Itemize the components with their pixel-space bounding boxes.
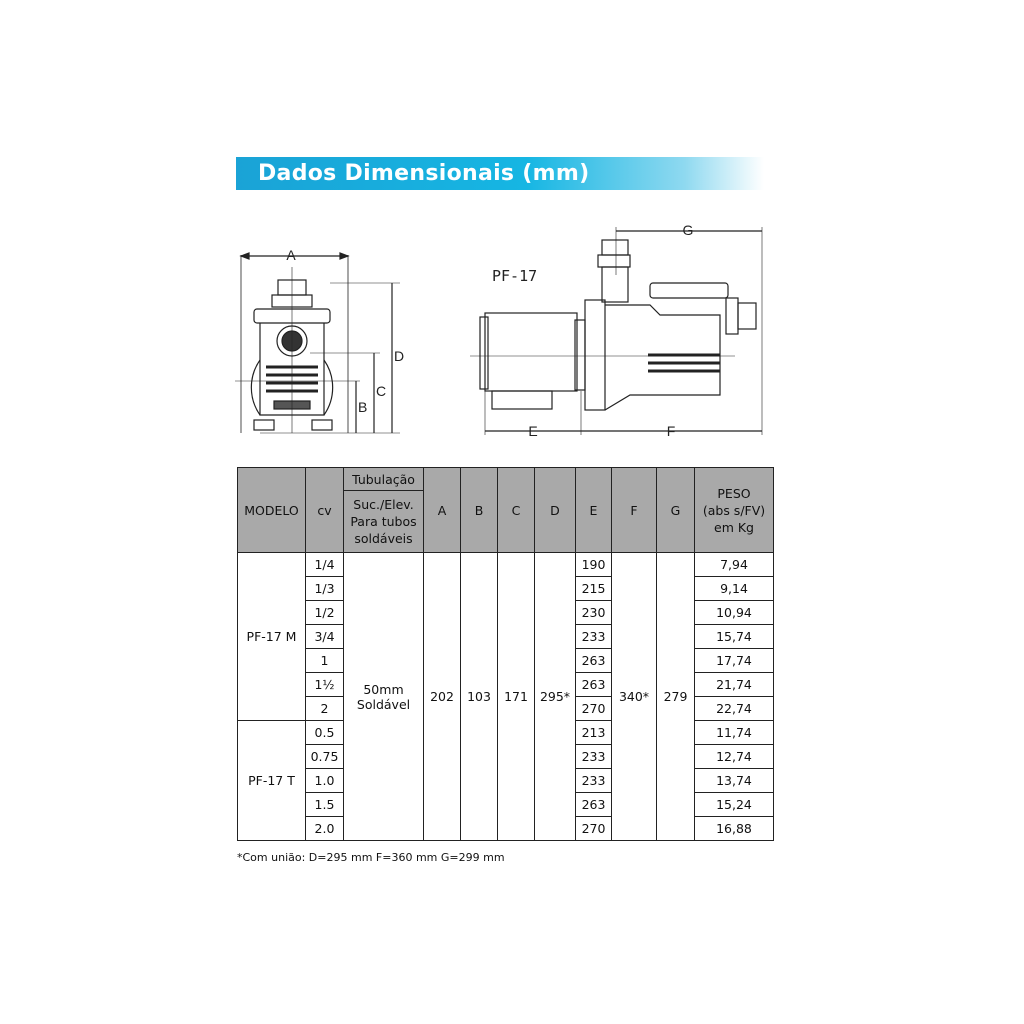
peso-cell: 13,74 xyxy=(695,769,774,793)
peso-cell: 15,24 xyxy=(695,793,774,817)
peso-cell: 11,74 xyxy=(695,721,774,745)
pump-front-view xyxy=(235,253,400,433)
dim-e-cell: 263 xyxy=(576,649,612,673)
tubulacao-line: Soldável xyxy=(356,696,411,712)
dimensions-table xyxy=(237,467,774,841)
header-f: F xyxy=(612,468,657,553)
cv-cell: 1.5 xyxy=(306,793,344,817)
header-peso xyxy=(695,468,774,553)
dim-f-cell: 340* xyxy=(612,553,657,841)
dim-b-cell: 103 xyxy=(461,553,498,841)
dim-label-e: E xyxy=(528,423,538,439)
dim-label-f: F xyxy=(666,423,676,439)
cv-cell: 1/3 xyxy=(306,577,344,601)
cv-cell: 0.5 xyxy=(306,721,344,745)
header-sub-line: Suc./Elev. xyxy=(353,497,414,512)
peso-cell: 17,74 xyxy=(695,649,774,673)
section-title-banner xyxy=(236,157,764,190)
cv-cell: 2 xyxy=(306,697,344,721)
peso-cell: 21,74 xyxy=(695,673,774,697)
header-d: D xyxy=(535,468,576,553)
tubulacao-line: 50mm xyxy=(363,681,404,697)
cv-cell: 3/4 xyxy=(306,625,344,649)
dim-e-cell: 270 xyxy=(576,817,612,841)
header-peso-line: em Kg xyxy=(714,519,754,535)
table-row xyxy=(238,553,774,577)
cv-cell: 1/2 xyxy=(306,601,344,625)
cv-cell: 1½ xyxy=(306,673,344,697)
dim-e-cell: 215 xyxy=(576,577,612,601)
dim-e-cell: 233 xyxy=(576,745,612,769)
cv-cell: 2.0 xyxy=(306,817,344,841)
dim-e-cell: 190 xyxy=(576,553,612,577)
dim-e-cell: 233 xyxy=(576,769,612,793)
peso-cell: 15,74 xyxy=(695,625,774,649)
dim-d-cell: 295* xyxy=(535,553,576,841)
dim-c-cell: 171 xyxy=(498,553,535,841)
section-title: Dados Dimensionais (mm) xyxy=(258,161,590,186)
dim-g-cell: 279 xyxy=(657,553,695,841)
header-modelo: MODELO xyxy=(238,468,306,553)
tubulacao-cell xyxy=(344,553,424,841)
cv-cell: 0.75 xyxy=(306,745,344,769)
peso-cell: 22,74 xyxy=(695,697,774,721)
dim-e-cell: 230 xyxy=(576,601,612,625)
dim-e-cell: 263 xyxy=(576,673,612,697)
dim-e-cell: 270 xyxy=(576,697,612,721)
header-peso-line: PESO xyxy=(717,485,751,501)
dim-label-b: B xyxy=(358,399,368,415)
pump-side-view xyxy=(470,227,762,435)
header-sub-line: soldáveis xyxy=(354,531,413,546)
header-b: B xyxy=(461,468,498,553)
model-cell: PF-17 T xyxy=(238,721,306,841)
header-sub-line: Para tubos xyxy=(350,514,417,529)
cv-cell: 1.0 xyxy=(306,769,344,793)
cv-cell: 1/4 xyxy=(306,553,344,577)
dim-label-a: A xyxy=(286,247,296,263)
header-e: E xyxy=(576,468,612,553)
header-tubulacao: Tubulação xyxy=(344,468,424,491)
peso-cell: 9,14 xyxy=(695,577,774,601)
peso-cell: 12,74 xyxy=(695,745,774,769)
model-cell: PF-17 M xyxy=(238,553,306,721)
footnote: *Com união: D=295 mm F=360 mm G=299 mm xyxy=(237,851,505,864)
dim-label-c: C xyxy=(376,383,387,399)
dim-a-cell: 202 xyxy=(424,553,461,841)
dim-label-g: G xyxy=(682,222,694,238)
peso-cell: 16,88 xyxy=(695,817,774,841)
header-cv: cv xyxy=(306,468,344,553)
model-label: PF-17 xyxy=(492,267,538,285)
header-a: A xyxy=(424,468,461,553)
cv-cell: 1 xyxy=(306,649,344,673)
dim-label-d: D xyxy=(394,348,405,364)
peso-cell: 7,94 xyxy=(695,553,774,577)
peso-cell: 10,94 xyxy=(695,601,774,625)
header-tubulacao-sub xyxy=(344,491,424,553)
dim-e-cell: 263 xyxy=(576,793,612,817)
header-c: C xyxy=(498,468,535,553)
header-peso-line: (abs s/FV) xyxy=(702,502,766,518)
pump-dimension-drawing xyxy=(230,215,790,445)
dim-e-cell: 233 xyxy=(576,625,612,649)
header-g: G xyxy=(657,468,695,553)
dim-e-cell: 213 xyxy=(576,721,612,745)
